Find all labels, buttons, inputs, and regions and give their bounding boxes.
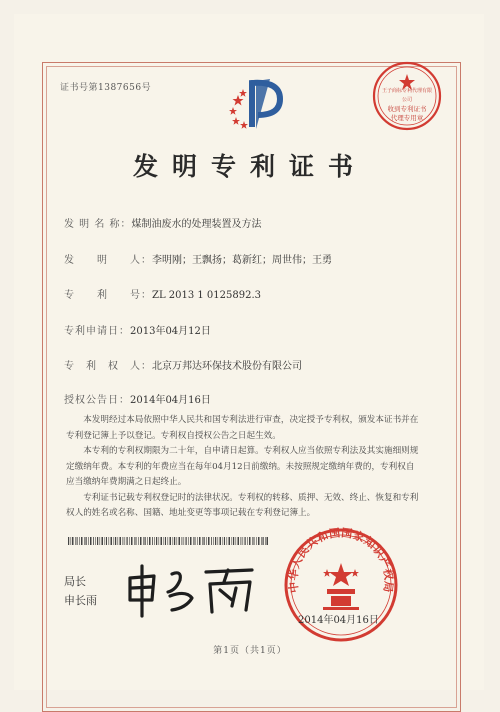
page-number: 第1页（共1页）: [213, 646, 287, 656]
certificate-body: [66, 413, 422, 522]
body-paragraph-1: 本发明经过本局依照中华人民共和国专利法进行审查，决定授予专利权，颁发本证书并在专利登记簿上予以登记。专利权自授权公告之日起生效。: [66, 415, 419, 441]
inventor-value: 李明刚；王飘扬；葛新红；周世伟；王勇: [152, 255, 332, 266]
patent-office-logo-icon: [226, 75, 288, 133]
grant-date-label: 授权公告日：: [64, 395, 130, 406]
director-signature-icon: [120, 560, 270, 620]
seal-date: 2014年04月16日: [298, 615, 379, 626]
cnipa-seal-ring-text: 中华人民共和国国家知识产权局: [286, 527, 396, 594]
agency-seal-line1: 王子商标专利代理有限公司: [381, 88, 432, 103]
patentee-value: 北京万邦达环保技术股份有限公司: [152, 361, 302, 372]
inventor-row: [64, 251, 332, 266]
body-paragraph-2: 本专利的专利权期限为二十年，自申请日起算。专利权人应当依照专利法及其实施细则规定缴纳年费。本专利的年费应当在每年04月12日前缴纳。未按照规定缴纳年费的，专利权自应当缴纳年费期满之日起终止。: [66, 446, 419, 487]
patent-number-label: 专 利 号：: [64, 290, 152, 301]
filing-date-row: [64, 322, 211, 337]
grant-date-row: [64, 391, 211, 406]
invention-name-label: 发 明 名 称：: [64, 219, 132, 230]
inventor-label: 发 明 人：: [64, 255, 152, 266]
grant-date-value: 2014年04月16日: [130, 395, 211, 406]
certificate-title: 发明专利证书: [132, 152, 367, 181]
invention-name-value: 煤制油废水的处理装置及方法: [131, 219, 262, 230]
barcode-icon: [68, 537, 268, 545]
patent-number-value: ZL 2013 1 0125892.3: [152, 290, 262, 301]
agency-seal-line2: 收到专利证书: [387, 105, 427, 113]
invention-name-row: [64, 215, 262, 230]
patentee-label: 专 利 权 人：: [64, 361, 152, 372]
agency-seal-text: [380, 87, 434, 123]
svg-text:中华人民共和国国家知识产权局: [286, 527, 397, 594]
patentee-row: [64, 357, 302, 372]
agency-seal-line3: 代理专用章: [390, 114, 424, 122]
patent-number-row: [64, 286, 261, 301]
director-name: 申长雨: [64, 594, 97, 607]
certificate-number: 证书号第1387656号: [60, 83, 152, 93]
filing-date-label: 专利申请日：: [64, 326, 130, 337]
filing-date-value: 2013年04月12日: [130, 326, 211, 337]
director-title: 局长: [64, 575, 86, 588]
body-paragraph-3: 专利证书记载专利权登记时的法律状况。专利权的转移、质押、无效、终止、恢复和专利权人的姓名或名称、国籍、地址变更等事项记载在专利登记簿上。: [66, 492, 419, 518]
